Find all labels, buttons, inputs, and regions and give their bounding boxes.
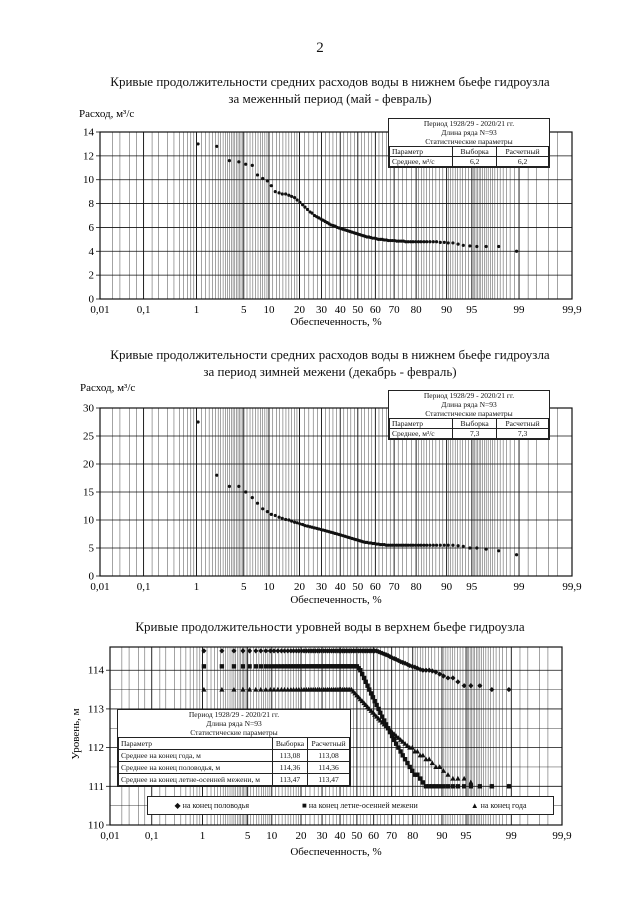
x-tick-label: 80 <box>410 304 422 316</box>
x-tick-label: 5 <box>244 830 251 842</box>
x-tick-label: 1 <box>193 581 200 593</box>
data-point-square <box>374 703 378 707</box>
data-point-square <box>254 664 258 668</box>
stats-caption: Статистические параметры <box>425 409 513 418</box>
y-tick-label: 113 <box>87 703 104 716</box>
data-point-square <box>264 664 268 668</box>
x-tick-label: 60 <box>369 581 381 593</box>
stats-cell: 113,47 <box>308 774 350 786</box>
data-point-diamond <box>240 648 245 653</box>
y-tick-label: 114 <box>87 664 104 677</box>
stats-header: Выборка <box>453 419 497 429</box>
x-tick-label: 80 <box>410 581 422 593</box>
x-tick-label: 50 <box>352 304 364 316</box>
y-tick-label: 110 <box>87 819 104 832</box>
x-tick-label: 70 <box>388 581 400 593</box>
data-point-square <box>400 753 404 757</box>
x-tick-label: 5 <box>241 304 247 316</box>
x-tick-label: 95 <box>460 830 472 842</box>
data-point-square <box>410 769 414 773</box>
data-point-square <box>441 784 445 788</box>
x-axis-label: Обеспеченность, % <box>290 316 382 328</box>
square-marker-icon: ■ <box>302 801 307 810</box>
data-point-diamond <box>263 648 268 653</box>
x-tick-label: 40 <box>334 830 346 842</box>
stats-cell: Среднее, м³/с <box>390 157 453 167</box>
data-point <box>475 546 478 549</box>
y-tick-label: 4 <box>88 245 94 258</box>
data-point-square <box>367 687 371 691</box>
x-tick-label: 70 <box>388 304 400 316</box>
stats-period: Период 1928/29 - 2020/21 гг. <box>188 710 280 719</box>
x-tick-label: 40 <box>334 304 346 316</box>
chart-2-title-line-2: за период зимней межени (декабрь - февраль) <box>203 364 457 379</box>
data-point-square <box>438 784 442 788</box>
y-tick-label: 30 <box>83 402 94 415</box>
data-point <box>277 516 280 519</box>
y-axis-label: Расход, м³/с <box>80 382 136 394</box>
y-tick-label: 20 <box>83 458 94 471</box>
data-point-triangle <box>455 776 460 781</box>
y-tick-label: 25 <box>83 430 94 443</box>
x-tick-label: 1 <box>193 304 200 316</box>
chart-1-title-line-1: Кривые продолжительности средних расходов воды в нижнем бьефе гидроузла <box>110 74 550 89</box>
data-point-square <box>446 784 450 788</box>
data-point <box>287 518 290 521</box>
chart-2-title-line-1: Кривые продолжительности средних расходов воды в нижнем бьефе гидроузла <box>110 347 550 362</box>
legend-label: на конец половодья <box>182 801 250 810</box>
data-point <box>468 546 471 549</box>
data-point-diamond <box>219 648 224 653</box>
stats-cell: 7,3 <box>453 429 497 439</box>
data-point <box>439 544 442 547</box>
x-tick-label: 90 <box>441 581 453 593</box>
stats-header: Параметр <box>390 147 453 157</box>
stats-cell: 113,47 <box>272 774 307 786</box>
stats-cell: 7,3 <box>497 429 549 439</box>
y-tick-label: 2 <box>88 269 94 282</box>
data-point-square <box>268 664 272 668</box>
data-point <box>485 548 488 551</box>
x-tick-label: 99 <box>513 581 525 593</box>
data-point-square <box>232 664 236 668</box>
data-point <box>425 544 428 547</box>
data-point-triangle <box>468 780 473 785</box>
y-axis-label: Уровень, м <box>70 708 82 760</box>
data-point-square <box>362 676 366 680</box>
data-point-square <box>421 780 425 784</box>
x-axis-label: Обеспеченность, % <box>290 846 382 858</box>
data-point <box>462 545 465 548</box>
data-point-square <box>241 664 245 668</box>
x-tick-label: 0,01 <box>100 830 120 842</box>
data-point <box>435 544 438 547</box>
y-tick-label: 8 <box>88 198 94 211</box>
stats-header: Расчетный <box>497 419 549 429</box>
page-number: 2 <box>316 40 324 56</box>
data-point-square <box>469 784 473 788</box>
y-tick-label: 111 <box>88 780 104 793</box>
data-point <box>414 544 417 547</box>
data-point-square <box>392 738 396 742</box>
data-point-square <box>364 680 368 684</box>
stats-caption: Статистические параметры <box>190 728 278 737</box>
x-tick-label: 0,01 <box>90 581 110 593</box>
legend-item-low-water-end <box>302 801 418 810</box>
x-tick-label: 90 <box>441 304 453 316</box>
data-point <box>270 513 273 516</box>
data-point <box>290 520 293 523</box>
y-axis-label: Расход, м³/с <box>79 108 135 120</box>
data-point-diamond <box>506 687 511 692</box>
data-point <box>497 549 500 552</box>
stats-caption: Статистические параметры <box>425 137 513 146</box>
data-point-square <box>415 772 419 776</box>
data-point-square <box>394 742 398 746</box>
data-point-triangle <box>427 757 432 762</box>
triangle-marker-icon: ▲ <box>470 801 479 810</box>
stats-cell: Среднее, м³/с <box>390 429 453 439</box>
x-tick-label: 95 <box>466 581 478 593</box>
legend-label: на конец летне-осенней межени <box>308 801 418 810</box>
data-point <box>274 514 277 517</box>
data-point <box>432 544 435 547</box>
x-tick-label: 50 <box>352 581 364 593</box>
data-point-square <box>451 784 455 788</box>
data-point <box>298 522 301 525</box>
y-tick-label: 12 <box>83 150 94 163</box>
stats-cell: Среднее на конец половодья, м <box>119 762 273 774</box>
x-tick-label: 90 <box>436 830 448 842</box>
stats-header: Выборка <box>272 738 307 750</box>
y-tick-label: 10 <box>83 514 94 527</box>
data-point-square <box>272 664 276 668</box>
stats-length: Длина ряда N=93 <box>441 400 497 409</box>
y-tick-label: 10 <box>83 174 94 187</box>
x-tick-label: 20 <box>295 830 307 842</box>
data-point <box>296 521 299 524</box>
stats-period: Период 1928/29 - 2020/21 гг. <box>423 391 515 400</box>
stats-header: Параметр <box>390 419 453 429</box>
data-point-square <box>418 776 422 780</box>
data-point-square <box>247 664 251 668</box>
stats-header: Выборка <box>453 147 497 157</box>
data-point <box>215 474 218 477</box>
x-tick-label: 10 <box>263 581 275 593</box>
x-tick-label: 99,9 <box>552 830 572 842</box>
stats-cell: Среднее на конец года, м <box>119 750 273 762</box>
data-point <box>515 553 518 556</box>
data-point <box>266 510 269 513</box>
x-tick-label: 80 <box>407 830 419 842</box>
chart-1-title-line-2: за меженный период (май - февраль) <box>228 91 432 106</box>
stats-table <box>389 418 549 439</box>
data-point <box>261 507 264 510</box>
x-tick-label: 10 <box>266 830 278 842</box>
data-point <box>443 544 446 547</box>
data-point-diamond <box>489 687 494 692</box>
x-tick-label: 50 <box>351 830 363 842</box>
data-point-square <box>358 668 362 672</box>
x-tick-label: 99,9 <box>562 581 582 593</box>
data-point-square <box>456 784 460 788</box>
x-tick-label: 20 <box>293 581 305 593</box>
data-point-square <box>462 784 466 788</box>
data-point-square <box>378 711 382 715</box>
stats-period: Период 1928/29 - 2020/21 гг. <box>423 119 515 128</box>
x-tick-label: 5 <box>241 581 247 593</box>
x-tick-label: 20 <box>293 304 305 316</box>
data-point-square <box>396 745 400 749</box>
x-tick-label: 60 <box>369 304 381 316</box>
data-point <box>244 490 247 493</box>
data-point-square <box>380 714 384 718</box>
chart-3-title-line-1: Кривые продолжительности уровней воды в верхнем бьефе гидроузла <box>135 619 525 634</box>
stats-cell: 113,08 <box>272 750 307 762</box>
stats-length: Длина ряда N=93 <box>206 719 262 728</box>
data-point-triangle <box>219 687 224 692</box>
data-point-square <box>259 664 263 668</box>
data-point-square <box>360 672 364 676</box>
data-point-square <box>373 699 377 703</box>
y-tick-label: 15 <box>83 486 94 499</box>
data-point-diamond <box>445 675 450 680</box>
x-axis-label: Обеспеченность, % <box>290 594 382 606</box>
data-point <box>422 544 425 547</box>
y-tick-label: 112 <box>87 742 104 755</box>
stats-cell: 114,36 <box>272 762 307 774</box>
data-point-triangle <box>445 772 450 777</box>
chart-3-title <box>60 618 600 635</box>
stats-table <box>118 737 350 786</box>
data-point-square <box>369 691 373 695</box>
data-point-diamond <box>253 648 258 653</box>
stats-cell: 6,2 <box>497 157 549 167</box>
data-point <box>456 544 459 547</box>
data-point-square <box>403 757 407 761</box>
stats-cell: 114,36 <box>308 762 350 774</box>
x-tick-label: 1 <box>199 830 206 842</box>
stats-table <box>389 146 549 167</box>
x-tick-label: 0,01 <box>90 304 110 316</box>
data-point-triangle <box>240 687 245 692</box>
legend-label: на конец года <box>480 801 527 810</box>
data-point-square <box>371 695 375 699</box>
data-point-diamond <box>468 683 473 688</box>
x-tick-label: 60 <box>368 830 380 842</box>
data-point <box>428 544 431 547</box>
data-point-triangle <box>263 687 268 692</box>
data-point-square <box>434 784 438 788</box>
chart-1-stats-box <box>388 118 550 168</box>
diamond-marker-icon: ◆ <box>174 801 181 810</box>
data-point-square <box>220 664 224 668</box>
data-point-square <box>398 749 402 753</box>
stats-header: Параметр <box>119 738 273 750</box>
stats-cell: Среднее на конец летне-осенней межени, м <box>119 774 273 786</box>
x-tick-label: 0,1 <box>136 581 151 593</box>
x-tick-label: 99 <box>505 830 517 842</box>
data-point <box>256 502 259 505</box>
data-point <box>281 517 284 520</box>
x-tick-label: 30 <box>315 581 327 593</box>
data-point <box>447 544 450 547</box>
y-tick-label: 0 <box>88 293 94 306</box>
y-tick-label: 6 <box>88 221 94 234</box>
data-point-square <box>376 707 380 711</box>
data-point <box>196 420 199 423</box>
x-tick-label: 30 <box>315 304 327 316</box>
chart-2-stats-box <box>388 390 550 440</box>
chart-3-stats-box <box>117 709 351 787</box>
data-point-square <box>202 664 206 668</box>
x-tick-label: 99,9 <box>562 304 582 316</box>
x-tick-label: 70 <box>386 830 398 842</box>
data-point <box>237 485 240 488</box>
data-point <box>228 485 231 488</box>
y-tick-label: 5 <box>88 542 94 555</box>
stats-header: Расчетный <box>497 147 549 157</box>
x-tick-label: 0,1 <box>136 304 151 316</box>
stats-cell: 113,08 <box>308 750 350 762</box>
data-point <box>451 544 454 547</box>
data-point <box>419 544 422 547</box>
x-tick-label: 40 <box>334 581 346 593</box>
chart-3-legend <box>147 796 554 815</box>
data-point <box>251 496 254 499</box>
legend-item-year-end <box>471 801 527 810</box>
x-tick-label: 0,1 <box>144 830 159 842</box>
x-tick-label: 99 <box>513 304 525 316</box>
data-point-square <box>405 761 409 765</box>
data-point-square <box>365 683 369 687</box>
stats-cell: 6,2 <box>453 157 497 167</box>
stats-length: Длина ряда N=93 <box>441 128 497 137</box>
stats-header: Расчетный <box>308 738 350 750</box>
y-tick-label: 0 <box>88 570 94 583</box>
data-point-diamond <box>455 679 460 684</box>
data-point-square <box>408 765 412 769</box>
data-point <box>284 518 287 521</box>
x-tick-label: 10 <box>263 304 275 316</box>
x-tick-label: 30 <box>316 830 328 842</box>
data-point-triangle <box>253 687 258 692</box>
y-tick-label: 14 <box>83 126 94 139</box>
legend-item-flood-end <box>174 801 249 810</box>
x-tick-label: 95 <box>466 304 478 316</box>
